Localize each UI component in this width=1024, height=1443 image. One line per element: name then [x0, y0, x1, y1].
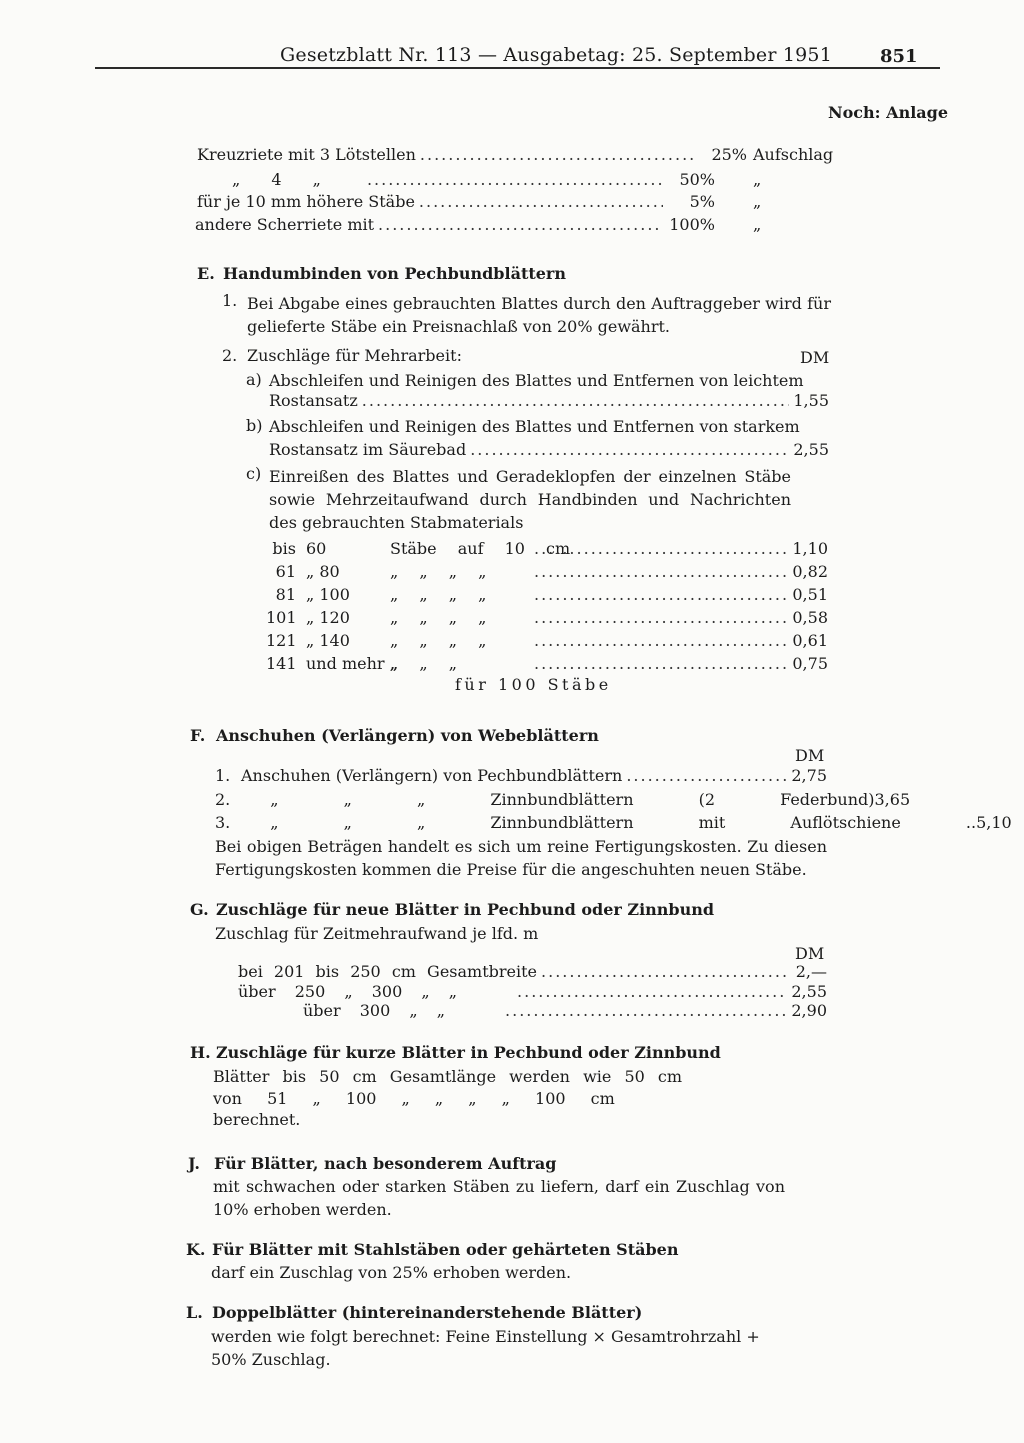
range-unit: „ „ „ „	[390, 608, 487, 627]
sub-item-label: b)	[246, 416, 263, 435]
leader-dots	[420, 145, 695, 165]
row-label: „ „ „ Zinnbundblättern mit Auflötschiene ..	[270, 813, 977, 832]
section-letter: E.	[197, 264, 215, 283]
intro-row	[195, 215, 833, 235]
intro-row	[197, 192, 833, 212]
leader-dots	[534, 562, 788, 582]
price-value: 0,58	[792, 608, 828, 627]
currency-label: DM	[795, 944, 825, 963]
row-label: Anschuhen (Verlängern) von Pechbundblättern	[241, 766, 623, 785]
section-l-heading	[186, 1303, 642, 1322]
section-letter: J.	[188, 1154, 200, 1173]
range-unit: „ „ „ „	[390, 562, 487, 581]
price-value: 2,55	[793, 440, 829, 459]
range-to: „ 80	[306, 562, 340, 581]
range-from: 121	[266, 631, 297, 650]
section-g-row	[303, 1001, 827, 1021]
leader-dots	[534, 585, 788, 605]
section-title: Zuschläge für kurze Blätter in Pechbund oder Zinnbund	[216, 1043, 721, 1062]
row-label: bei 201 bis 250 cm Gesamtbreite	[238, 962, 538, 981]
section-f-row	[215, 766, 827, 786]
intro-row-value: 100%	[669, 215, 715, 234]
section-title: Für Blätter, nach besonderem Auftrag	[214, 1154, 557, 1173]
section-title: Für Blätter mit Stahlstäben oder gehärteten Stäben	[212, 1240, 679, 1259]
section-l-text: werden wie folgt berechnet: Feine Einstellung × Gesamtrohrzahl + 50% Zuschlag.	[211, 1327, 760, 1369]
intro-row-value: 50%	[679, 170, 715, 189]
section-h-heading	[190, 1043, 721, 1062]
section-f-row	[215, 813, 1012, 833]
stab-price-row	[266, 631, 828, 651]
range-to: „ 100	[306, 585, 350, 604]
section-title: Anschuhen (Verlängern) von Webeblättern	[216, 726, 599, 745]
leader-dots	[378, 215, 663, 235]
intro-row-label: andere Scherriete mit	[195, 215, 375, 234]
leader-dots	[367, 170, 663, 190]
price-value: 2,75	[791, 766, 827, 785]
section-k-text: darf ein Zuschlag von 25% erhoben werden.	[211, 1263, 572, 1282]
section-j-text: mit schwachen oder starken Stäben zu liefern, darf ein Zuschlag von 10% erhoben werden.	[213, 1177, 785, 1219]
stab-price-row	[266, 562, 828, 582]
price-value: 5,10	[976, 813, 1012, 832]
leader-dots	[517, 982, 787, 1002]
currency-label: DM	[800, 348, 830, 367]
leader-dots	[534, 539, 788, 559]
price-value: 0,82	[792, 562, 828, 581]
section-h-line3: berechnet.	[213, 1110, 301, 1129]
range-from: 141	[266, 654, 297, 673]
price-value: 3,65	[874, 790, 911, 809]
page-header-title: Gesetzblatt Nr. 113 — Ausgabetag: 25. September 1951	[280, 44, 833, 66]
intro-row	[197, 145, 833, 165]
price-value: 2,55	[791, 982, 827, 1001]
sub-item-c-text: Einreißen des Blattes und Geradeklopfen der einzelnen Stäbe sowie Mehrzeitaufwand durch Handbinden und Nachrichten des gebrauchten Stabmaterials	[269, 467, 791, 532]
stab-price-row	[266, 585, 828, 605]
intro-row-label: für je 10 mm höhere Stäbe	[197, 192, 415, 211]
section-letter: F.	[190, 726, 206, 745]
range-to: „ 140	[306, 631, 350, 650]
price-value: 2,90	[791, 1001, 827, 1020]
range-to: 60	[306, 539, 327, 558]
section-title: Doppelblätter (hintereinanderstehende Blätter)	[212, 1303, 643, 1322]
intro-row-value: 25%	[711, 145, 747, 164]
leader-dots	[534, 654, 788, 674]
price-value: 1,10	[792, 539, 828, 558]
section-title: Handumbinden von Pechbundblättern	[223, 264, 566, 283]
intro-row-unit: „	[753, 170, 762, 189]
section-g-subtitle: Zuschlag für Zeitmehraufwand je lfd. m	[215, 924, 539, 943]
section-h-line1: Blätter bis 50 cm Gesamtlänge werden wie 50 cm	[213, 1067, 683, 1086]
intro-row-value: 5%	[689, 192, 715, 211]
section-letter: G.	[190, 900, 209, 919]
row-number: 3.	[215, 813, 231, 832]
page-number: 851	[880, 46, 918, 67]
section-f-heading	[190, 726, 599, 745]
leader-dots	[505, 1001, 787, 1021]
leader-dots	[534, 631, 788, 651]
section-g-heading	[190, 900, 714, 919]
header-rule	[95, 67, 940, 69]
section-k-heading	[186, 1240, 678, 1259]
row-number: 1.	[215, 766, 231, 785]
intro-row-unit: Aufschlag	[753, 145, 834, 164]
leader-dots	[626, 766, 787, 786]
section-h-line2: von 51 „ 100 „ „ „ „ 100 cm	[213, 1089, 615, 1108]
section-e-item1-text: Bei Abgabe eines gebrauchten Blattes durch den Auftraggeber wird für gelieferte Stäbe ein Preisnachlaß von 20% gewährt.	[247, 294, 831, 336]
section-j-heading	[188, 1154, 556, 1173]
sub-item-b-line2: Rostansatz im Säurebad	[269, 440, 467, 459]
sub-item-b-row	[269, 440, 829, 460]
range-to: „ 120	[306, 608, 350, 627]
table-footer-note: für 100 Stäbe	[455, 675, 612, 694]
sub-item-label: c)	[246, 464, 262, 483]
range-unit: „ „ „ „	[390, 585, 487, 604]
section-title: Zuschläge für neue Blätter in Pechbund oder Zinnbund	[216, 900, 715, 919]
leader-dots	[534, 608, 788, 628]
sub-item-b-line1: Abschleifen und Reinigen des Blattes und Entfernen von starkem	[269, 417, 800, 436]
continuation-label: Noch: Anlage	[828, 103, 949, 122]
section-f-note: Bei obigen Beträgen handelt es sich um reine Fertigungskosten. Zu diesen Fertigungskosten kommen die Preise für die angeschuhten neuen Stäbe.	[215, 837, 827, 879]
intro-row	[232, 170, 833, 190]
range-unit: „ „ „	[390, 654, 458, 673]
row-number: 2.	[215, 790, 231, 809]
leader-dots	[362, 391, 789, 411]
section-letter: H.	[190, 1043, 211, 1062]
price-value: 0,51	[792, 585, 828, 604]
price-value: 0,61	[792, 631, 828, 650]
row-label: über 300 „ „	[303, 1001, 446, 1020]
price-value: 2,—	[795, 962, 827, 981]
range-from: 61	[275, 562, 296, 581]
stab-price-row	[266, 539, 828, 559]
intro-row-label: „ 4 „	[232, 170, 321, 189]
row-label: über 250 „ 300 „ „	[238, 982, 458, 1001]
sub-item-a-line1: Abschleifen und Reinigen des Blattes und Entfernen von leichtem	[269, 371, 804, 390]
range-from: 101	[266, 608, 297, 627]
sub-item-label: a)	[246, 370, 262, 389]
leader-dots	[419, 192, 663, 212]
item-number: 1.	[222, 291, 238, 310]
section-letter: K.	[186, 1240, 206, 1259]
sub-item-a-line2: Rostansatz	[269, 391, 358, 410]
currency-label: DM	[795, 746, 825, 765]
section-g-row	[238, 982, 827, 1002]
intro-row-unit: „	[753, 192, 762, 211]
intro-row-label: Kreuzriete mit 3 Lötstellen	[197, 145, 416, 164]
price-value: 0,75	[792, 654, 828, 673]
section-letter: L.	[186, 1303, 203, 1322]
range-from: 81	[275, 585, 296, 604]
section-f-row	[215, 790, 911, 810]
stab-price-row	[266, 654, 828, 674]
leader-dots	[470, 440, 789, 460]
section-g-row	[238, 962, 827, 982]
leader-dots	[541, 962, 787, 982]
row-label: „ „ „ Zinnbundblättern (2 Federbund)	[270, 790, 875, 809]
section-e-heading	[197, 264, 566, 283]
intro-row-unit: „	[753, 215, 762, 234]
price-value: 1,55	[793, 391, 829, 410]
range-to: und mehr „	[306, 654, 398, 673]
range-unit: Stäbe auf 10 cm	[390, 539, 571, 558]
sub-item-a-row	[269, 391, 829, 411]
item-number: 2.	[222, 346, 238, 365]
section-e-item2-text: Zuschläge für Mehrarbeit:	[247, 346, 462, 365]
range-unit: „ „ „ „	[390, 631, 487, 650]
stab-price-row	[266, 608, 828, 628]
range-from: bis	[272, 539, 296, 558]
